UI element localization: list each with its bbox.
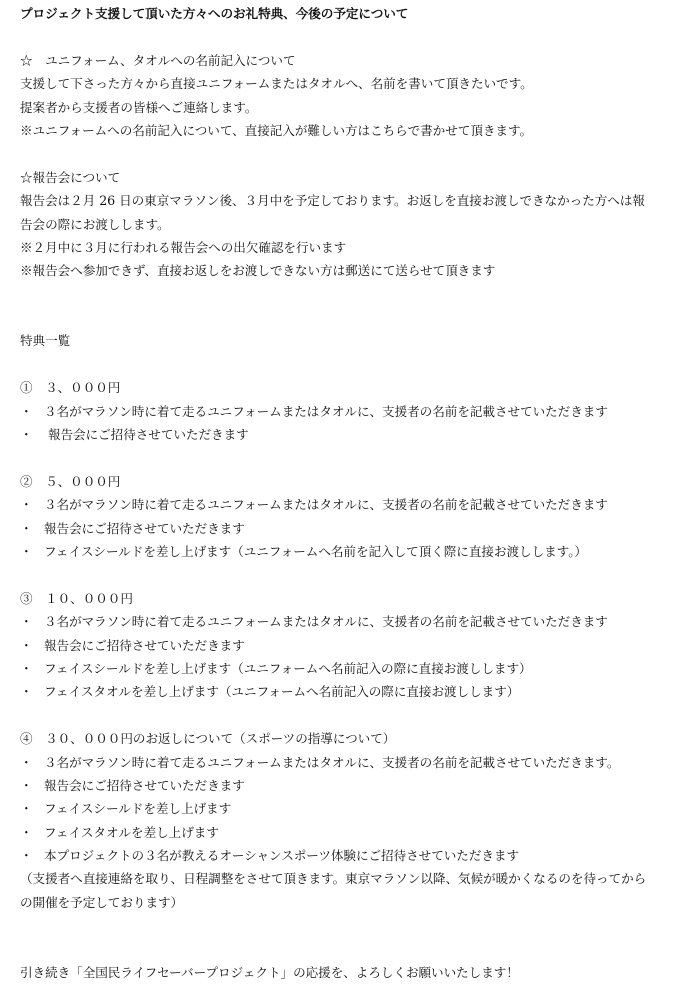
bullet-mark: ・ bbox=[20, 660, 33, 676]
reward-tier-10000 bbox=[20, 587, 696, 704]
list-item-text: ３名がマラソン時に着て走るユニフォームまたはタオルに、支援者の名前を記載させていただきます bbox=[44, 614, 608, 630]
document-page bbox=[20, 2, 696, 984]
spacer bbox=[20, 353, 696, 376]
spacer bbox=[20, 563, 696, 586]
spacer bbox=[20, 142, 696, 165]
list-item bbox=[20, 634, 696, 657]
list-item-text: 本プロジェクトの３名が教えるオーシャンスポーツ体験にご招待させていただきます bbox=[44, 848, 520, 864]
paragraph-line: 報告会は２月 26 日の東京マラソン後、３月中を予定しております。お返しを直接お渡しできなかった方へは報 bbox=[20, 193, 645, 209]
paragraph-line: 提案者から支援者の皆様へご連絡します。 bbox=[20, 99, 258, 115]
document-title: プロジェクト支援して頂いた方々へのお礼特典、今後の予定について bbox=[20, 6, 409, 21]
tier-heading: ④ ３０、０００円のお返しについて（スポーツの指導について） bbox=[20, 731, 396, 747]
list-item-text: 報告会にご招待させていただきます bbox=[44, 777, 245, 793]
list-item-text: 報告会にご招待させていただきます bbox=[44, 637, 245, 653]
bullet-mark: ・ bbox=[20, 637, 33, 653]
bullet-mark: ・ bbox=[20, 497, 33, 513]
tier-heading: ③ １０、０００円 bbox=[20, 590, 133, 606]
bullet-mark: ・ bbox=[20, 684, 33, 700]
section-heading: ☆ ユニフォーム、タオルへの名前記入について bbox=[20, 52, 296, 68]
bullet-mark: ・ bbox=[20, 848, 33, 864]
list-item bbox=[20, 423, 696, 446]
bullet-mark: ・ bbox=[20, 520, 33, 536]
section-uniform-name bbox=[20, 49, 696, 143]
list-item bbox=[20, 517, 696, 540]
bullet-mark: ・ bbox=[20, 801, 33, 817]
list-item-text: フェイスシールドを差し上げます bbox=[44, 801, 232, 817]
list-item bbox=[20, 610, 696, 633]
list-item bbox=[20, 540, 696, 563]
spacer bbox=[20, 914, 696, 961]
list-item-text: フェイスシールドを差し上げます（ユニフォームへ名前を記入して頂く際に直接お渡しします。） bbox=[44, 544, 587, 559]
section-report-meeting bbox=[20, 166, 696, 283]
tier-heading: ② ５、０００円 bbox=[20, 473, 121, 489]
paragraph-line: 支援して下さった方々から直接ユニフォームまたはタオルへ、名前を書いて頂きたいです。 bbox=[20, 76, 533, 92]
spacer bbox=[20, 25, 696, 48]
list-item bbox=[20, 774, 696, 797]
list-item-text: 報告会にご招待させていただきます bbox=[44, 427, 249, 443]
paragraph-line: ※ユニフォームへの名前記入について、直接記入が難しい方はこちらで書かせて頂きます。 bbox=[20, 122, 533, 138]
tier-heading: ① ３、０００円 bbox=[20, 380, 121, 396]
rewards-list-heading: 特典一覧 bbox=[20, 333, 71, 349]
reward-tier-5000 bbox=[20, 470, 696, 564]
tier-note-line: （支援者へ直接連絡を取り、日程調整をさせて頂きます。東京マラソン以降、気候が暖かくなるのを待ってから bbox=[20, 871, 647, 887]
spacer bbox=[20, 704, 696, 727]
bullet-mark: ・ bbox=[20, 754, 33, 770]
list-item bbox=[20, 821, 696, 844]
spacer bbox=[20, 283, 696, 330]
reward-tier-3000 bbox=[20, 376, 696, 446]
paragraph-line: ※２月中に３月に行われる報告会への出欠確認を行います bbox=[20, 239, 347, 255]
list-item-text: フェイスタオルを差し上げます bbox=[44, 824, 219, 840]
list-item-text: ３名がマラソン時に着て走るユニフォームまたはタオルに、支援者の名前を記載させていただきます。 bbox=[44, 754, 620, 770]
list-item bbox=[20, 657, 696, 680]
list-item bbox=[20, 797, 696, 820]
list-item-text: フェイスタオルを差し上げます（ユニフォームへ名前記入の際に直接お渡しします） bbox=[44, 684, 520, 700]
closing-message: 引き続き「全国民ライフセーバープロジェクト」の応援を、よろしくお願いいたします！ bbox=[20, 965, 519, 981]
reward-tier-30000 bbox=[20, 727, 696, 914]
list-item bbox=[20, 493, 696, 516]
list-item bbox=[20, 680, 696, 703]
bullet-mark: ・ bbox=[20, 824, 33, 840]
list-item bbox=[20, 400, 696, 423]
tier-note-line: の開催を予定しております） bbox=[20, 894, 184, 910]
bullet-mark: ・ bbox=[20, 403, 33, 419]
bullet-mark: ・ bbox=[20, 427, 33, 443]
bullet-mark: ・ bbox=[20, 614, 33, 630]
list-item bbox=[20, 844, 696, 867]
list-item-text: 報告会にご招待させていただきます bbox=[44, 520, 245, 536]
bullet-mark: ・ bbox=[20, 777, 33, 793]
bullet-mark: ・ bbox=[20, 544, 33, 559]
list-item-text: ３名がマラソン時に着て走るユニフォームまたはタオルに、支援者の名前を記載させていただきます bbox=[44, 403, 608, 419]
list-item-text: フェイスシールドを差し上げます（ユニフォームへ名前記入の際に直接お渡しします） bbox=[44, 660, 532, 676]
list-item bbox=[20, 751, 696, 774]
section-heading: ☆報告会について bbox=[20, 169, 121, 185]
list-item-text: ３名がマラソン時に着て走るユニフォームまたはタオルに、支援者の名前を記載させていただきます bbox=[44, 497, 608, 513]
paragraph-line: ※報告会へ参加できず、直接お返しをお渡しできない方は郵送にて送らせて頂きます bbox=[20, 263, 496, 279]
paragraph-line: 告会の際にお渡しします。 bbox=[20, 216, 170, 232]
spacer bbox=[20, 446, 696, 469]
